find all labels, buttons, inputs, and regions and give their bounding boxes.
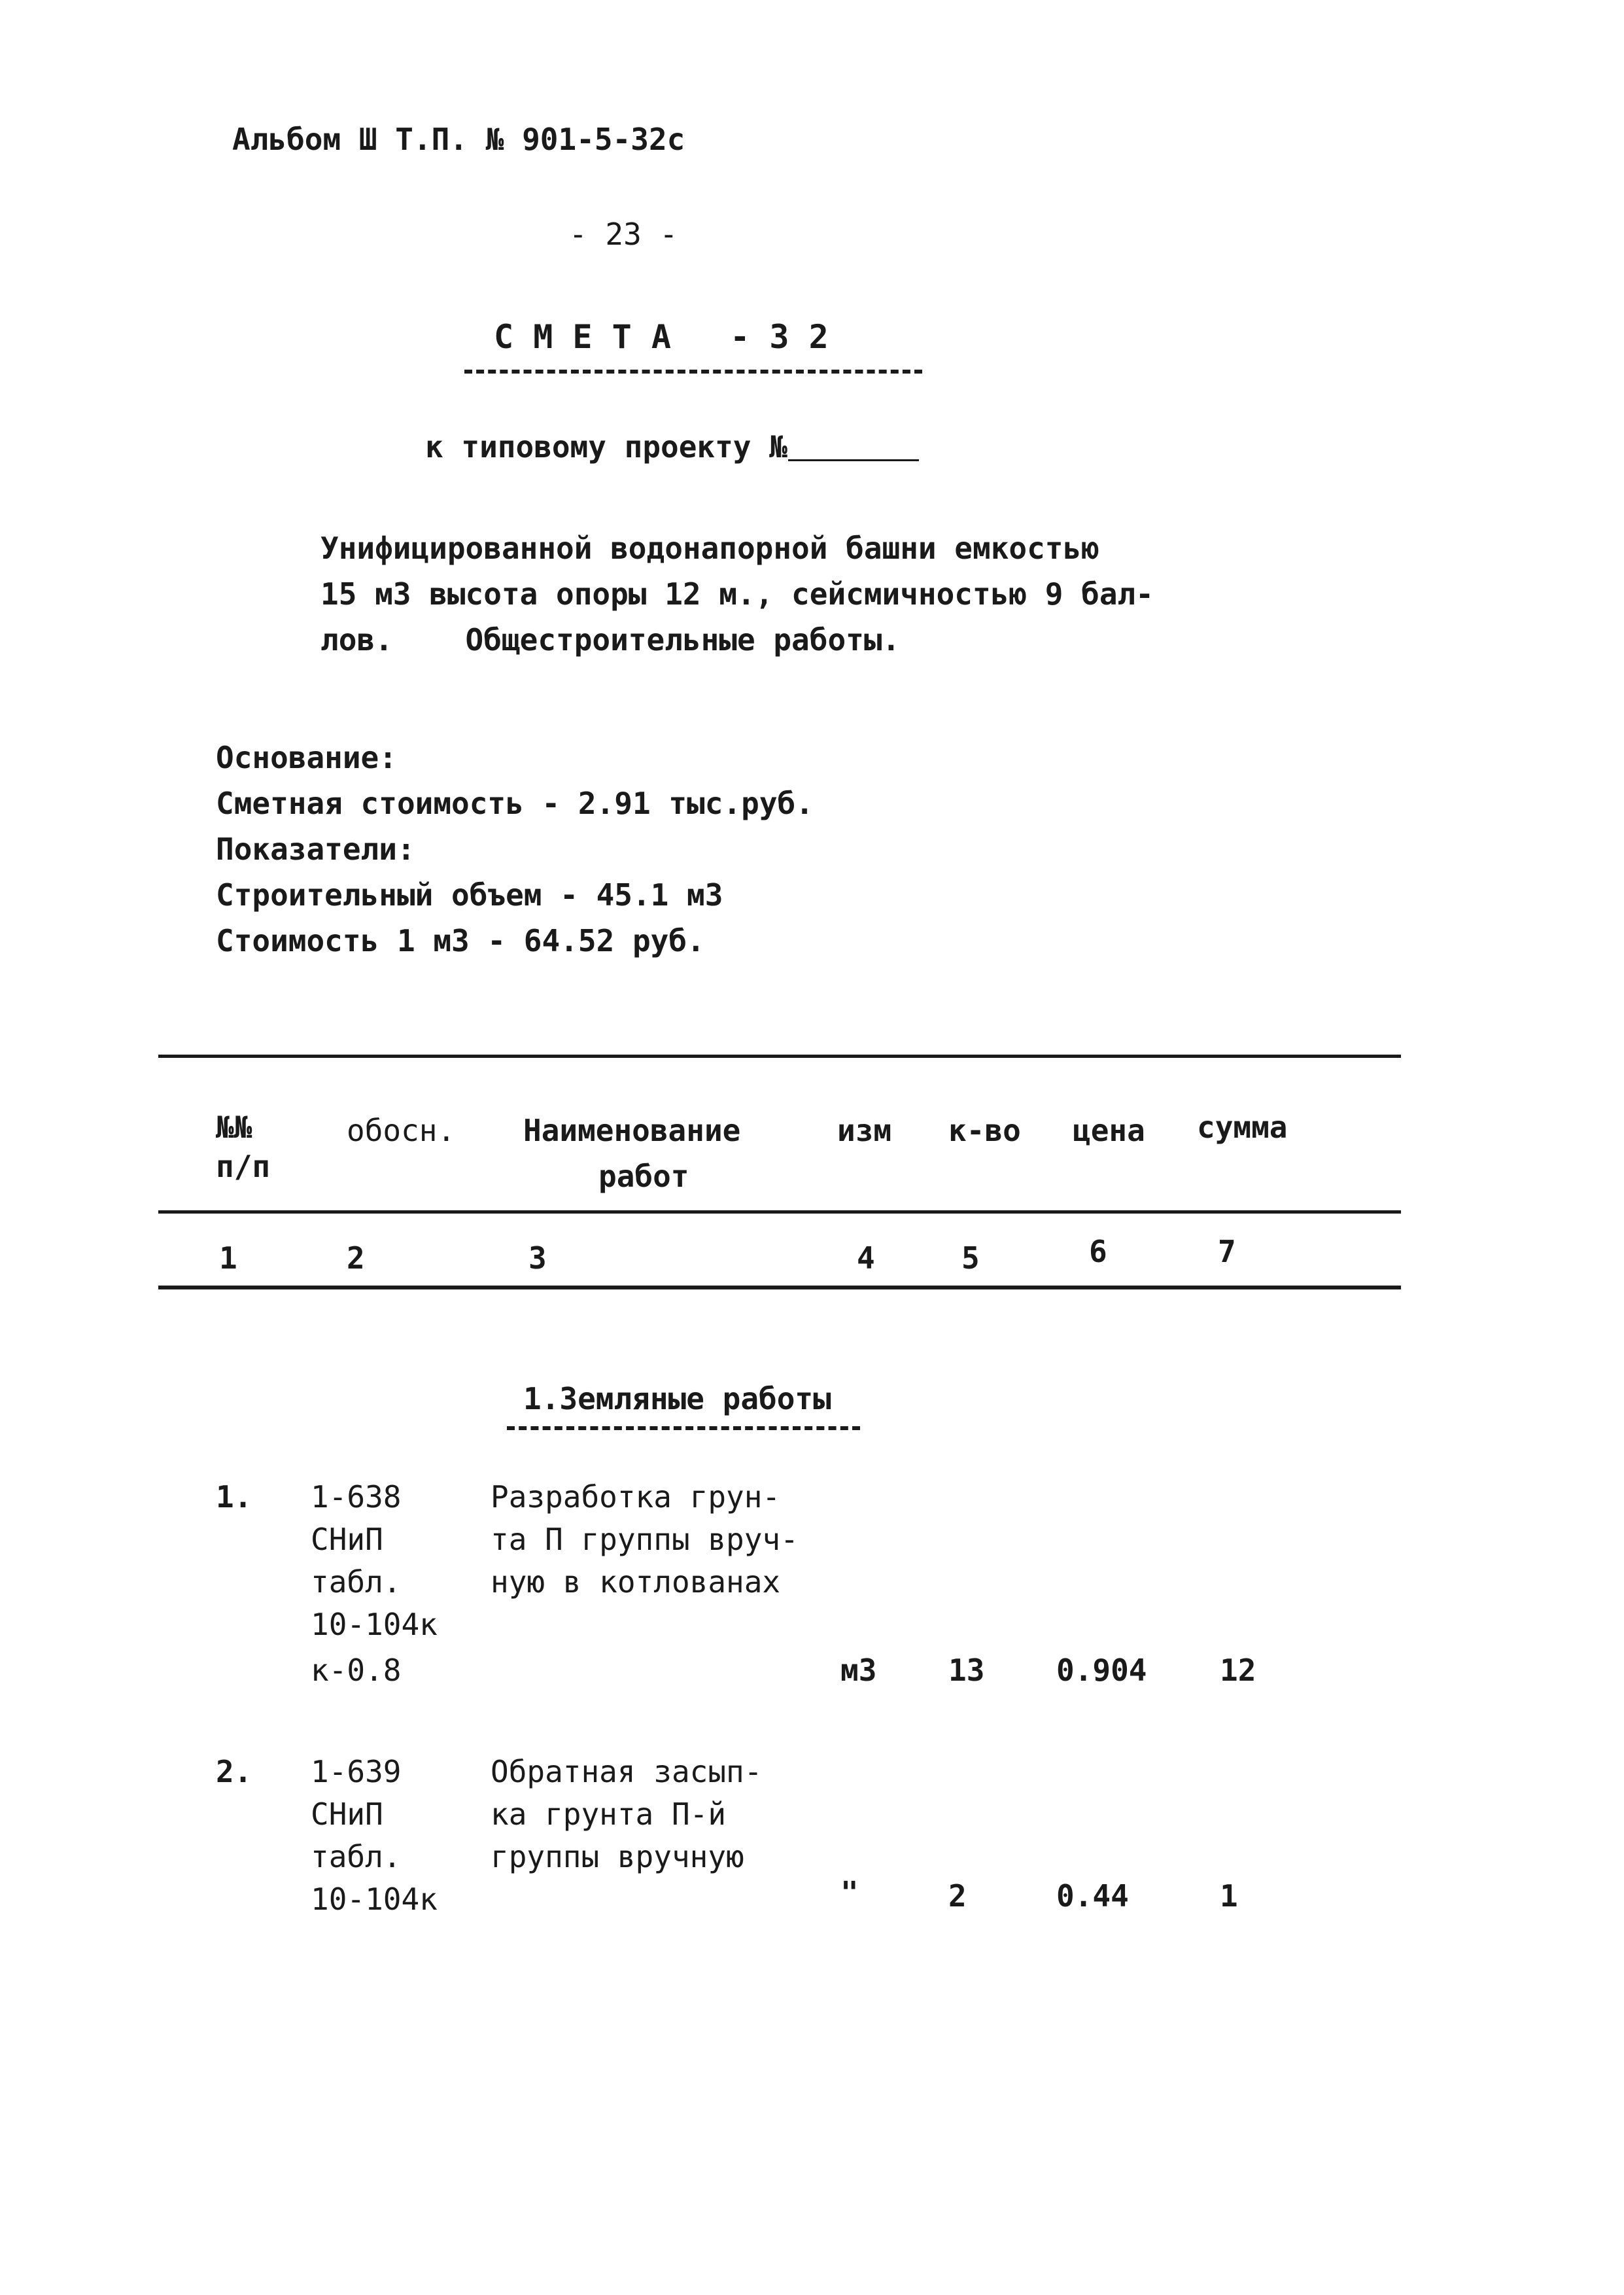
column-number-5: 5 bbox=[961, 1240, 980, 1276]
row-2-basis-1: 1-639 bbox=[311, 1754, 402, 1789]
row-2-basis-3: табл. bbox=[311, 1839, 402, 1874]
row-1-basis-1: 1-638 bbox=[311, 1479, 402, 1515]
construction-volume: Строительный объем - 45.1 м3 bbox=[216, 877, 723, 913]
row-2-sum: 1 bbox=[1220, 1878, 1238, 1914]
row-2-basis-4: 10-104к bbox=[311, 1882, 438, 1917]
row-1-basis-3: табл. bbox=[311, 1564, 402, 1600]
description-line-3: лов. Общестроительные работы. bbox=[320, 622, 901, 657]
header-qty: к-во bbox=[948, 1113, 1021, 1148]
section-title: 1.Земляные работы bbox=[523, 1381, 831, 1416]
header-num: №№ bbox=[216, 1110, 252, 1145]
column-number-3: 3 bbox=[528, 1240, 547, 1276]
row-2-unit: " bbox=[840, 1875, 859, 1910]
estimate-title: С М Е Т А - 3 2 bbox=[494, 318, 829, 356]
column-number-1: 1 bbox=[219, 1240, 237, 1276]
row-2-name-2: ка грунта П-й bbox=[491, 1796, 727, 1832]
project-subtitle: к типовому проекту № bbox=[425, 429, 787, 464]
estimated-cost: Сметная стоимость - 2.91 тыс.руб. bbox=[216, 786, 814, 821]
row-2-price: 0.44 bbox=[1056, 1878, 1129, 1914]
album-reference: Альбом Ш Т.П. № 901-5-32с bbox=[232, 122, 685, 157]
row-1-num: 1. bbox=[216, 1479, 252, 1515]
header-num-sub: п/п bbox=[216, 1149, 271, 1184]
column-number-2: 2 bbox=[347, 1240, 365, 1276]
row-1-unit: м3 bbox=[840, 1653, 877, 1688]
page-number: - 23 - bbox=[569, 217, 678, 252]
section-title-underline bbox=[507, 1426, 860, 1430]
row-2-qty: 2 bbox=[948, 1878, 967, 1914]
title-underline bbox=[464, 370, 922, 374]
header-price: цена bbox=[1073, 1113, 1145, 1148]
header-divider bbox=[158, 1210, 1401, 1214]
table-header-bottom-rule bbox=[158, 1286, 1401, 1289]
project-number-blank bbox=[788, 459, 919, 461]
row-2-basis-2: СНиП bbox=[311, 1796, 383, 1832]
table-top-rule bbox=[158, 1055, 1401, 1058]
description-line-2: 15 м3 высота опоры 12 м., сейсмичностью 9 бал- bbox=[320, 576, 1154, 612]
row-1-basis-4: 10-104к bbox=[311, 1607, 438, 1642]
indicators-label: Показатели: bbox=[216, 832, 415, 867]
row-1-name-1: Разработка грун- bbox=[491, 1479, 781, 1515]
cost-per-m3: Стоимость 1 м3 - 64.52 руб. bbox=[216, 923, 705, 958]
header-name-sub: работ bbox=[598, 1159, 689, 1194]
row-1-price: 0.904 bbox=[1056, 1653, 1147, 1688]
row-2-num: 2. bbox=[216, 1754, 252, 1789]
row-2-name-3: группы вручную bbox=[491, 1839, 744, 1874]
row-1-name-3: ную в котлованах bbox=[491, 1564, 781, 1600]
header-name: Наименование bbox=[523, 1113, 741, 1148]
description-line-1: Унифицированной водонапорной башни емкостью bbox=[320, 531, 1099, 566]
column-number-6: 6 bbox=[1089, 1234, 1107, 1269]
header-unit: изм bbox=[837, 1113, 892, 1148]
row-1-sum: 12 bbox=[1220, 1653, 1256, 1688]
column-number-4: 4 bbox=[857, 1240, 875, 1276]
row-2-name-1: Обратная засып- bbox=[491, 1754, 763, 1789]
header-basis: обосн. bbox=[347, 1113, 456, 1148]
column-number-7: 7 bbox=[1218, 1234, 1236, 1269]
basis-label: Основание: bbox=[216, 740, 397, 775]
row-1-name-2: та П группы вруч- bbox=[491, 1522, 799, 1557]
row-1-basis-5: к-0.8 bbox=[311, 1653, 402, 1688]
row-1-qty: 13 bbox=[948, 1653, 985, 1688]
header-sum: сумма bbox=[1197, 1110, 1288, 1145]
row-1-basis-2: СНиП bbox=[311, 1522, 383, 1557]
